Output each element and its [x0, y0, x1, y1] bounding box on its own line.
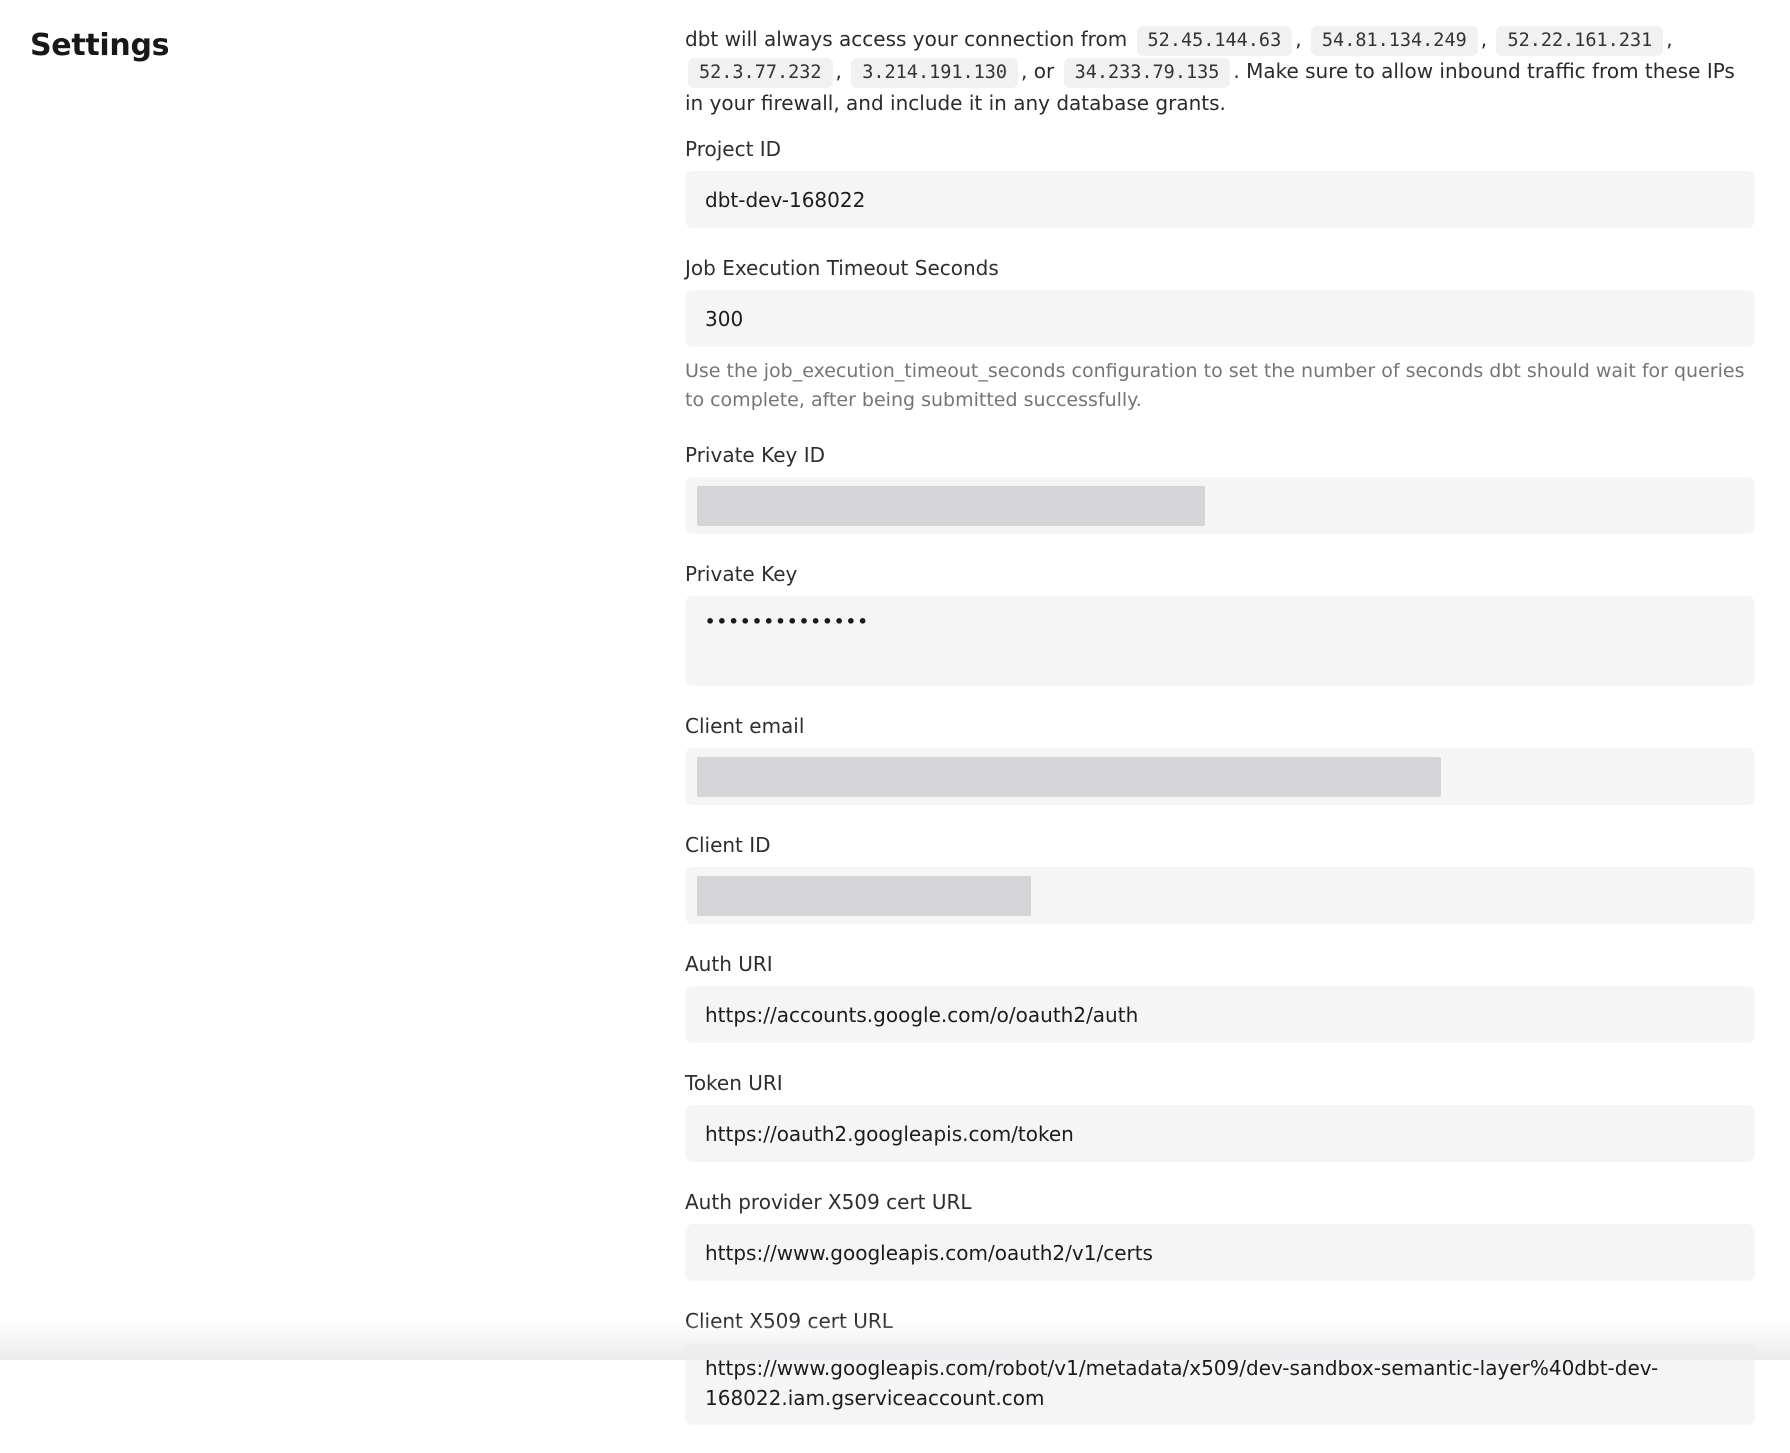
field-private-key — [685, 562, 1755, 686]
field-project-id — [685, 137, 1755, 228]
ip-address-chip: 54.81.134.249 — [1311, 26, 1478, 56]
field-auth-uri — [685, 952, 1755, 1043]
ip-notice-line — [685, 56, 1755, 88]
private-key-id-label: Private Key ID — [685, 443, 1755, 468]
ip-notice-text: , — [1666, 27, 1672, 51]
auth-provider-x509-cert-url-input[interactable] — [685, 1224, 1755, 1281]
token-uri-input[interactable] — [685, 1105, 1755, 1162]
client-id-label: Client ID — [685, 833, 1755, 858]
auth-provider-x509-cert-url-label: Auth provider X509 cert URL — [685, 1190, 1755, 1215]
auth-provider-x509-cert-url-value: https://www.googleapis.com/oauth2/v1/certs — [705, 1241, 1153, 1265]
client-email-redacted-value — [697, 757, 1441, 797]
ip-notice-text: in your firewall, and include it in any database grants. — [685, 91, 1226, 115]
ip-notice-text: , or — [1021, 59, 1061, 83]
private-key-label: Private Key — [685, 562, 1755, 587]
ip-address-chip: 52.22.161.231 — [1496, 26, 1663, 56]
private-key-input[interactable] — [685, 596, 1755, 686]
field-client-email — [685, 714, 1755, 805]
ip-allowlist-notice — [685, 24, 1755, 119]
page-title: Settings — [30, 28, 169, 63]
token-uri-value: https://oauth2.googleapis.com/token — [705, 1122, 1074, 1146]
auth-uri-input[interactable] — [685, 986, 1755, 1043]
ip-notice-line — [685, 88, 1755, 119]
ip-notice-text: . Make sure to allow inbound traffic from these IPs — [1233, 59, 1734, 83]
ip-notice-text: dbt will always access your connection from — [685, 27, 1134, 51]
ip-address-chip: 52.45.144.63 — [1137, 26, 1293, 56]
job-execution-timeout-seconds-help-text: Use the job_execution_timeout_seconds configuration to set the number of seconds dbt should wait for queries to complete, after being submitted successfully. — [685, 357, 1755, 415]
field-job-execution-timeout-seconds — [685, 256, 1755, 415]
job-execution-timeout-seconds-value: 300 — [705, 307, 743, 331]
project-id-input[interactable] — [685, 171, 1755, 228]
field-token-uri — [685, 1071, 1755, 1162]
connection-settings-panel — [685, 24, 1755, 1453]
auth-uri-value: https://accounts.google.com/o/oauth2/auth — [705, 1003, 1138, 1027]
client-id-input[interactable] — [685, 867, 1755, 924]
ip-address-chip: 52.3.77.232 — [688, 58, 833, 88]
client-x509-cert-url-value: https://www.googleapis.com/robot/v1/metadata/x509/dev-sandbox-semantic-layer%40dbt-dev-168022.iam.gserviceaccount.com — [705, 1356, 1658, 1410]
ip-address-chip: 34.233.79.135 — [1064, 58, 1231, 88]
private-key-masked-value: •••••••••••••• — [705, 612, 869, 631]
field-client-x509-cert-url — [685, 1309, 1755, 1425]
ip-notice-text: , — [1481, 27, 1494, 51]
private-key-id-input[interactable] — [685, 477, 1755, 534]
ip-notice-text: , — [1295, 27, 1308, 51]
field-auth-provider-x509-cert-url — [685, 1190, 1755, 1281]
ip-address-chip: 3.214.191.130 — [851, 58, 1018, 88]
private-key-id-redacted-value — [697, 486, 1205, 526]
client-email-input[interactable] — [685, 748, 1755, 805]
token-uri-label: Token URI — [685, 1071, 1755, 1096]
project-id-value: dbt-dev-168022 — [705, 188, 865, 212]
client-id-redacted-value — [697, 876, 1031, 916]
field-client-id — [685, 833, 1755, 924]
field-private-key-id — [685, 443, 1755, 534]
auth-uri-label: Auth URI — [685, 952, 1755, 977]
client-x509-cert-url-label: Client X509 cert URL — [685, 1309, 1755, 1334]
project-id-label: Project ID — [685, 137, 1755, 162]
client-email-label: Client email — [685, 714, 1755, 739]
ip-notice-text: , — [836, 59, 849, 83]
settings-form — [685, 137, 1755, 1425]
ip-notice-line — [685, 24, 1755, 56]
job-execution-timeout-seconds-label: Job Execution Timeout Seconds — [685, 256, 1755, 281]
client-x509-cert-url-input[interactable] — [685, 1343, 1755, 1425]
job-execution-timeout-seconds-input[interactable] — [685, 290, 1755, 347]
